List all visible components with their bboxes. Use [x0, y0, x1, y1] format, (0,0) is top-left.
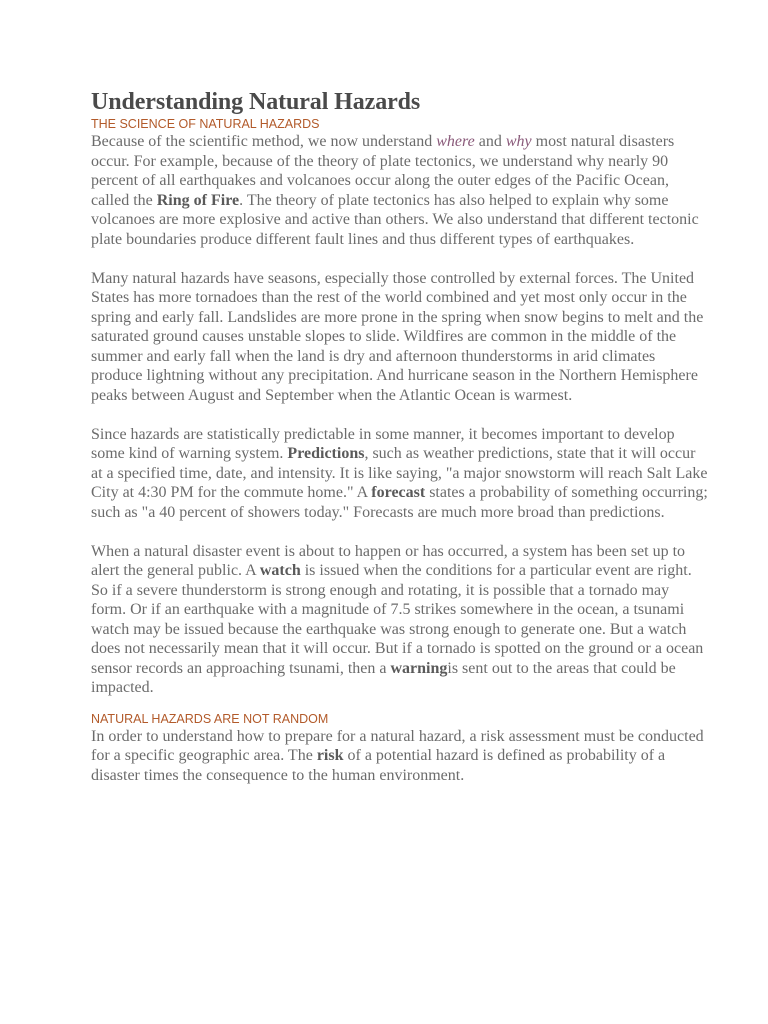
paragraph-text: . The theory of plate tectonics has also helped to explain why some volcanoes are more explosive and active than others. We also understand that different tectonic plate boundaries produce different fault lines and thus different types of earthquakes. [91, 191, 699, 248]
paragraph-text: most natural disasters occur. For example, because of the theory of plate tectonics, we understand why nearly 90 percent of all earthquakes and volcanoes occur along the outer edges of the Pacific Ocean, called the [91, 133, 675, 209]
paragraph-scientific-method [91, 132, 708, 249]
paragraph-text: states a probability of something occurring; such as "a 40 percent of showers today." Forecasts are much more broad than predictions. [91, 484, 708, 521]
paragraph-text: of a potential hazard is defined as probability of a disaster times the consequence to the human environment. [91, 747, 666, 784]
paragraph-text: When a natural disaster event is about to happen or has occurred, a system has been set up to alert the general public. A [91, 542, 686, 579]
paragraph-text: and [474, 133, 506, 150]
paragraph-seasons: Many natural hazards have seasons, especially those controlled by external forces. The United States has more tornadoes than the rest of the world combined and yet most only occur in the spring and early fall. Landslides are more prone in the spring when snow begins to melt and the saturated ground causes unstable slopes to slide. Wildfires are common in the middle of the summer and early fall when the land is dry and afternoon thunderstorms in arid climates produce lightning without any precipitation. And hurricane season in the Northern Hemisphere peaks between August and September when the Atlantic Ocean is warmest. [91, 269, 704, 404]
term-warning: warning [390, 659, 448, 677]
emphasis-why: why [505, 133, 532, 150]
term-predictions: Predictions [287, 445, 365, 462]
emphasis-where: where [436, 133, 475, 150]
paragraph-text: In order to understand how to prepare for a natural hazard, a risk assessment must be conducted for a specific geographic area. The [91, 727, 704, 764]
paragraph-risk-assessment [91, 727, 708, 786]
term-risk: risk [316, 747, 344, 764]
paragraph-predictions [91, 425, 708, 523]
page-title: Understanding Natural Hazards [91, 89, 421, 115]
section-heading-science: THE SCIENCE OF NATURAL HAZARDS [91, 117, 320, 131]
paragraph-text: is sent out to the areas that could be impacted. [91, 659, 676, 696]
term-ring-of-fire: Ring of Fire [156, 191, 240, 209]
paragraph-text: Since hazards are statistically predictable in some manner, it becomes important to develop some kind of warning system. [91, 425, 675, 462]
section-heading-not-random: NATURAL HAZARDS ARE NOT RANDOM [91, 711, 329, 726]
paragraph-text: is issued when the conditions for a particular event are right. So if a severe thunderstorm is strong enough and rotating, it is possible that a tornado may form. Or if an earthquake with a magnitude of 7.5 strikes somewhere in the ocean, a tsunami watch may be issued because the earthquake was strong enough to generate one. But a watch does not necessarily mean that it will occur. But if a tornado is spotted on the ground or a ocean sensor records an approaching tsunami, then a [91, 562, 704, 677]
paragraph-watch-warning [91, 542, 708, 698]
term-forecast: forecast [371, 484, 426, 501]
paragraph-text: , such as weather predictions, state that it will occur at a specified time, date, and intensity. It is like saying, "a major snowstorm will reach Salt Lake City at 4:30 PM for the commute home." A [91, 445, 708, 501]
paragraph-text: Because of the scientific method, we now understand [91, 133, 437, 150]
term-watch: watch [259, 562, 301, 579]
